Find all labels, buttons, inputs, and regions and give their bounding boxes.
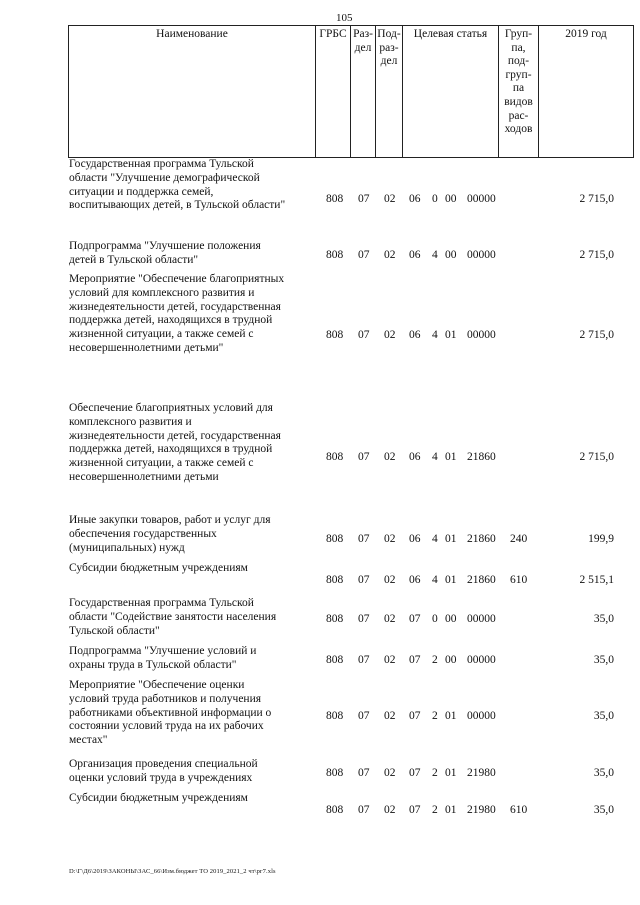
row-grbs: 808: [326, 654, 344, 666]
row-razdel: 07: [358, 804, 370, 816]
header-name: Наименование: [69, 26, 316, 158]
row-cs4: 21860: [467, 451, 496, 463]
row-cs3: 01: [445, 710, 457, 722]
file-path-footer: D:\Г\Д6\2019\ЗАКОНЫ\ЗАС_66\Изм.бюджет ТО 2019_2021_2 чт\рг7.xls: [69, 868, 276, 875]
row-cs1: 07: [409, 654, 421, 666]
row-amount: 35,0: [593, 710, 614, 722]
row-cs2: 0: [432, 613, 438, 625]
row-razdel: 07: [358, 654, 370, 666]
row-name: Подпрограмма "Улучшение положения детей в Тульской области": [69, 240, 261, 266]
row-grbs: 808: [326, 804, 344, 816]
row-cs2: 2: [432, 804, 438, 816]
row-cs1: 06: [409, 249, 421, 261]
row-cs4: 21860: [467, 533, 496, 545]
row-cs1: 07: [409, 710, 421, 722]
row-name: Субсидии бюджетным учреждениям: [69, 562, 248, 574]
row-cs4: 21980: [467, 804, 496, 816]
row-cs3: 01: [445, 574, 457, 586]
row-grbs: 808: [326, 329, 344, 341]
row-cs2: 4: [432, 533, 438, 545]
row-amount: 2 715,0: [579, 249, 614, 261]
row-group: 610: [510, 804, 528, 816]
row-razdel: 07: [358, 613, 370, 625]
row-grbs: 808: [326, 767, 344, 779]
row-cs2: 4: [432, 329, 438, 341]
row-podrazdel: 02: [384, 193, 396, 205]
row-cs1: 07: [409, 613, 421, 625]
row-amount: 199,9: [588, 533, 614, 545]
row-cs3: 00: [445, 654, 457, 666]
row-cs3: 01: [445, 767, 457, 779]
row-podrazdel: 02: [384, 767, 396, 779]
row-cs3: 01: [445, 329, 457, 341]
row-amount: 35,0: [593, 804, 614, 816]
row-razdel: 07: [358, 533, 370, 545]
row-grbs: 808: [326, 193, 344, 205]
row-podrazdel: 02: [384, 249, 396, 261]
row-cs1: 06: [409, 451, 421, 463]
row-razdel: 07: [358, 451, 370, 463]
row-razdel: 07: [358, 193, 370, 205]
header-podrazdel: Под- раз- дел: [376, 26, 403, 158]
row-podrazdel: 02: [384, 710, 396, 722]
row-cs2: 2: [432, 654, 438, 666]
row-razdel: 07: [358, 249, 370, 261]
row-name: Субсидии бюджетным учреждениям: [69, 792, 248, 804]
row-cs3: 00: [445, 613, 457, 625]
row-grbs: 808: [326, 533, 344, 545]
header-grbs: ГРБС: [316, 26, 351, 158]
row-amount: 2 715,0: [579, 193, 614, 205]
row-grbs: 808: [326, 710, 344, 722]
row-name: Государственная программа Тульской области "Улучшение демографической ситуации и поддержка семей, воспитывающих детей, в Тульской области": [69, 158, 286, 212]
header-year: 2019 год: [539, 26, 634, 158]
row-cs1: 07: [409, 804, 421, 816]
row-amount: 2 715,0: [579, 451, 614, 463]
row-name: Организация проведения специальной оценки условий труда в учреждениях: [69, 758, 258, 784]
row-podrazdel: 02: [384, 533, 396, 545]
row-grbs: 808: [326, 451, 344, 463]
row-grbs: 808: [326, 249, 344, 261]
header-expense-group: Груп- па, под- груп- па видов рас- ходов: [499, 26, 539, 158]
row-cs4: 21860: [467, 574, 496, 586]
row-name: Подпрограмма "Улучшение условий и охраны труда в Тульской области": [69, 645, 257, 671]
page-number: 105: [336, 12, 353, 24]
row-group: 240: [510, 533, 528, 545]
row-cs1: 06: [409, 533, 421, 545]
row-cs4: 00000: [467, 193, 496, 205]
row-razdel: 07: [358, 329, 370, 341]
row-cs3: 00: [445, 249, 457, 261]
row-cs4: 00000: [467, 329, 496, 341]
row-amount: 35,0: [593, 654, 614, 666]
row-amount: 35,0: [593, 613, 614, 625]
row-cs1: 06: [409, 574, 421, 586]
row-podrazdel: 02: [384, 654, 396, 666]
row-cs3: 01: [445, 451, 457, 463]
row-razdel: 07: [358, 710, 370, 722]
row-podrazdel: 02: [384, 574, 396, 586]
row-cs4: 21980: [467, 767, 496, 779]
row-cs4: 00000: [467, 654, 496, 666]
row-cs3: 00: [445, 193, 457, 205]
row-cs2: 0: [432, 193, 438, 205]
row-razdel: 07: [358, 574, 370, 586]
row-name: Мероприятие "Обеспечение благоприятных условий для комплексного развития и жизнедеятельности детей, государственная поддержка детей, находящихся в трудной жизненной ситуации, а также семей с несовершеннолетними детьми": [69, 273, 285, 354]
row-amount: 35,0: [593, 767, 614, 779]
row-group: 610: [510, 574, 528, 586]
row-name: Иные закупки товаров, работ и услуг для обеспечения государственных (муниципальных) нужд: [69, 514, 271, 554]
row-cs4: 00000: [467, 710, 496, 722]
row-cs1: 06: [409, 193, 421, 205]
row-name: Государственная программа Тульской области "Содействие занятости населения Тульской области": [69, 597, 277, 637]
row-amount: 2 515,1: [579, 574, 614, 586]
row-cs4: 00000: [467, 249, 496, 261]
row-name: Обеспечение благоприятных условий для комплексного развития и жизнедеятельности детей, государственная поддержка детей, находящихся в трудной жизненной ситуации, а также семей с несовершеннолетними детьми: [69, 402, 281, 483]
row-name: Мероприятие "Обеспечение оценки условий труда работников и получения работниками объективной информации о состоянии условий труда на их рабочих местах": [69, 679, 272, 747]
row-podrazdel: 02: [384, 613, 396, 625]
header-razdel: Раз- дел: [351, 26, 376, 158]
row-cs2: 4: [432, 451, 438, 463]
row-cs2: 4: [432, 249, 438, 261]
header-target-article: Целевая статья: [403, 26, 499, 158]
row-cs2: 4: [432, 574, 438, 586]
row-podrazdel: 02: [384, 329, 396, 341]
row-razdel: 07: [358, 767, 370, 779]
row-grbs: 808: [326, 574, 344, 586]
row-cs2: 2: [432, 767, 438, 779]
row-cs1: 06: [409, 329, 421, 341]
row-cs3: 01: [445, 533, 457, 545]
row-amount: 2 715,0: [579, 329, 614, 341]
row-podrazdel: 02: [384, 804, 396, 816]
row-cs2: 2: [432, 710, 438, 722]
row-cs4: 00000: [467, 613, 496, 625]
row-cs3: 01: [445, 804, 457, 816]
row-cs1: 07: [409, 767, 421, 779]
row-podrazdel: 02: [384, 451, 396, 463]
row-grbs: 808: [326, 613, 344, 625]
